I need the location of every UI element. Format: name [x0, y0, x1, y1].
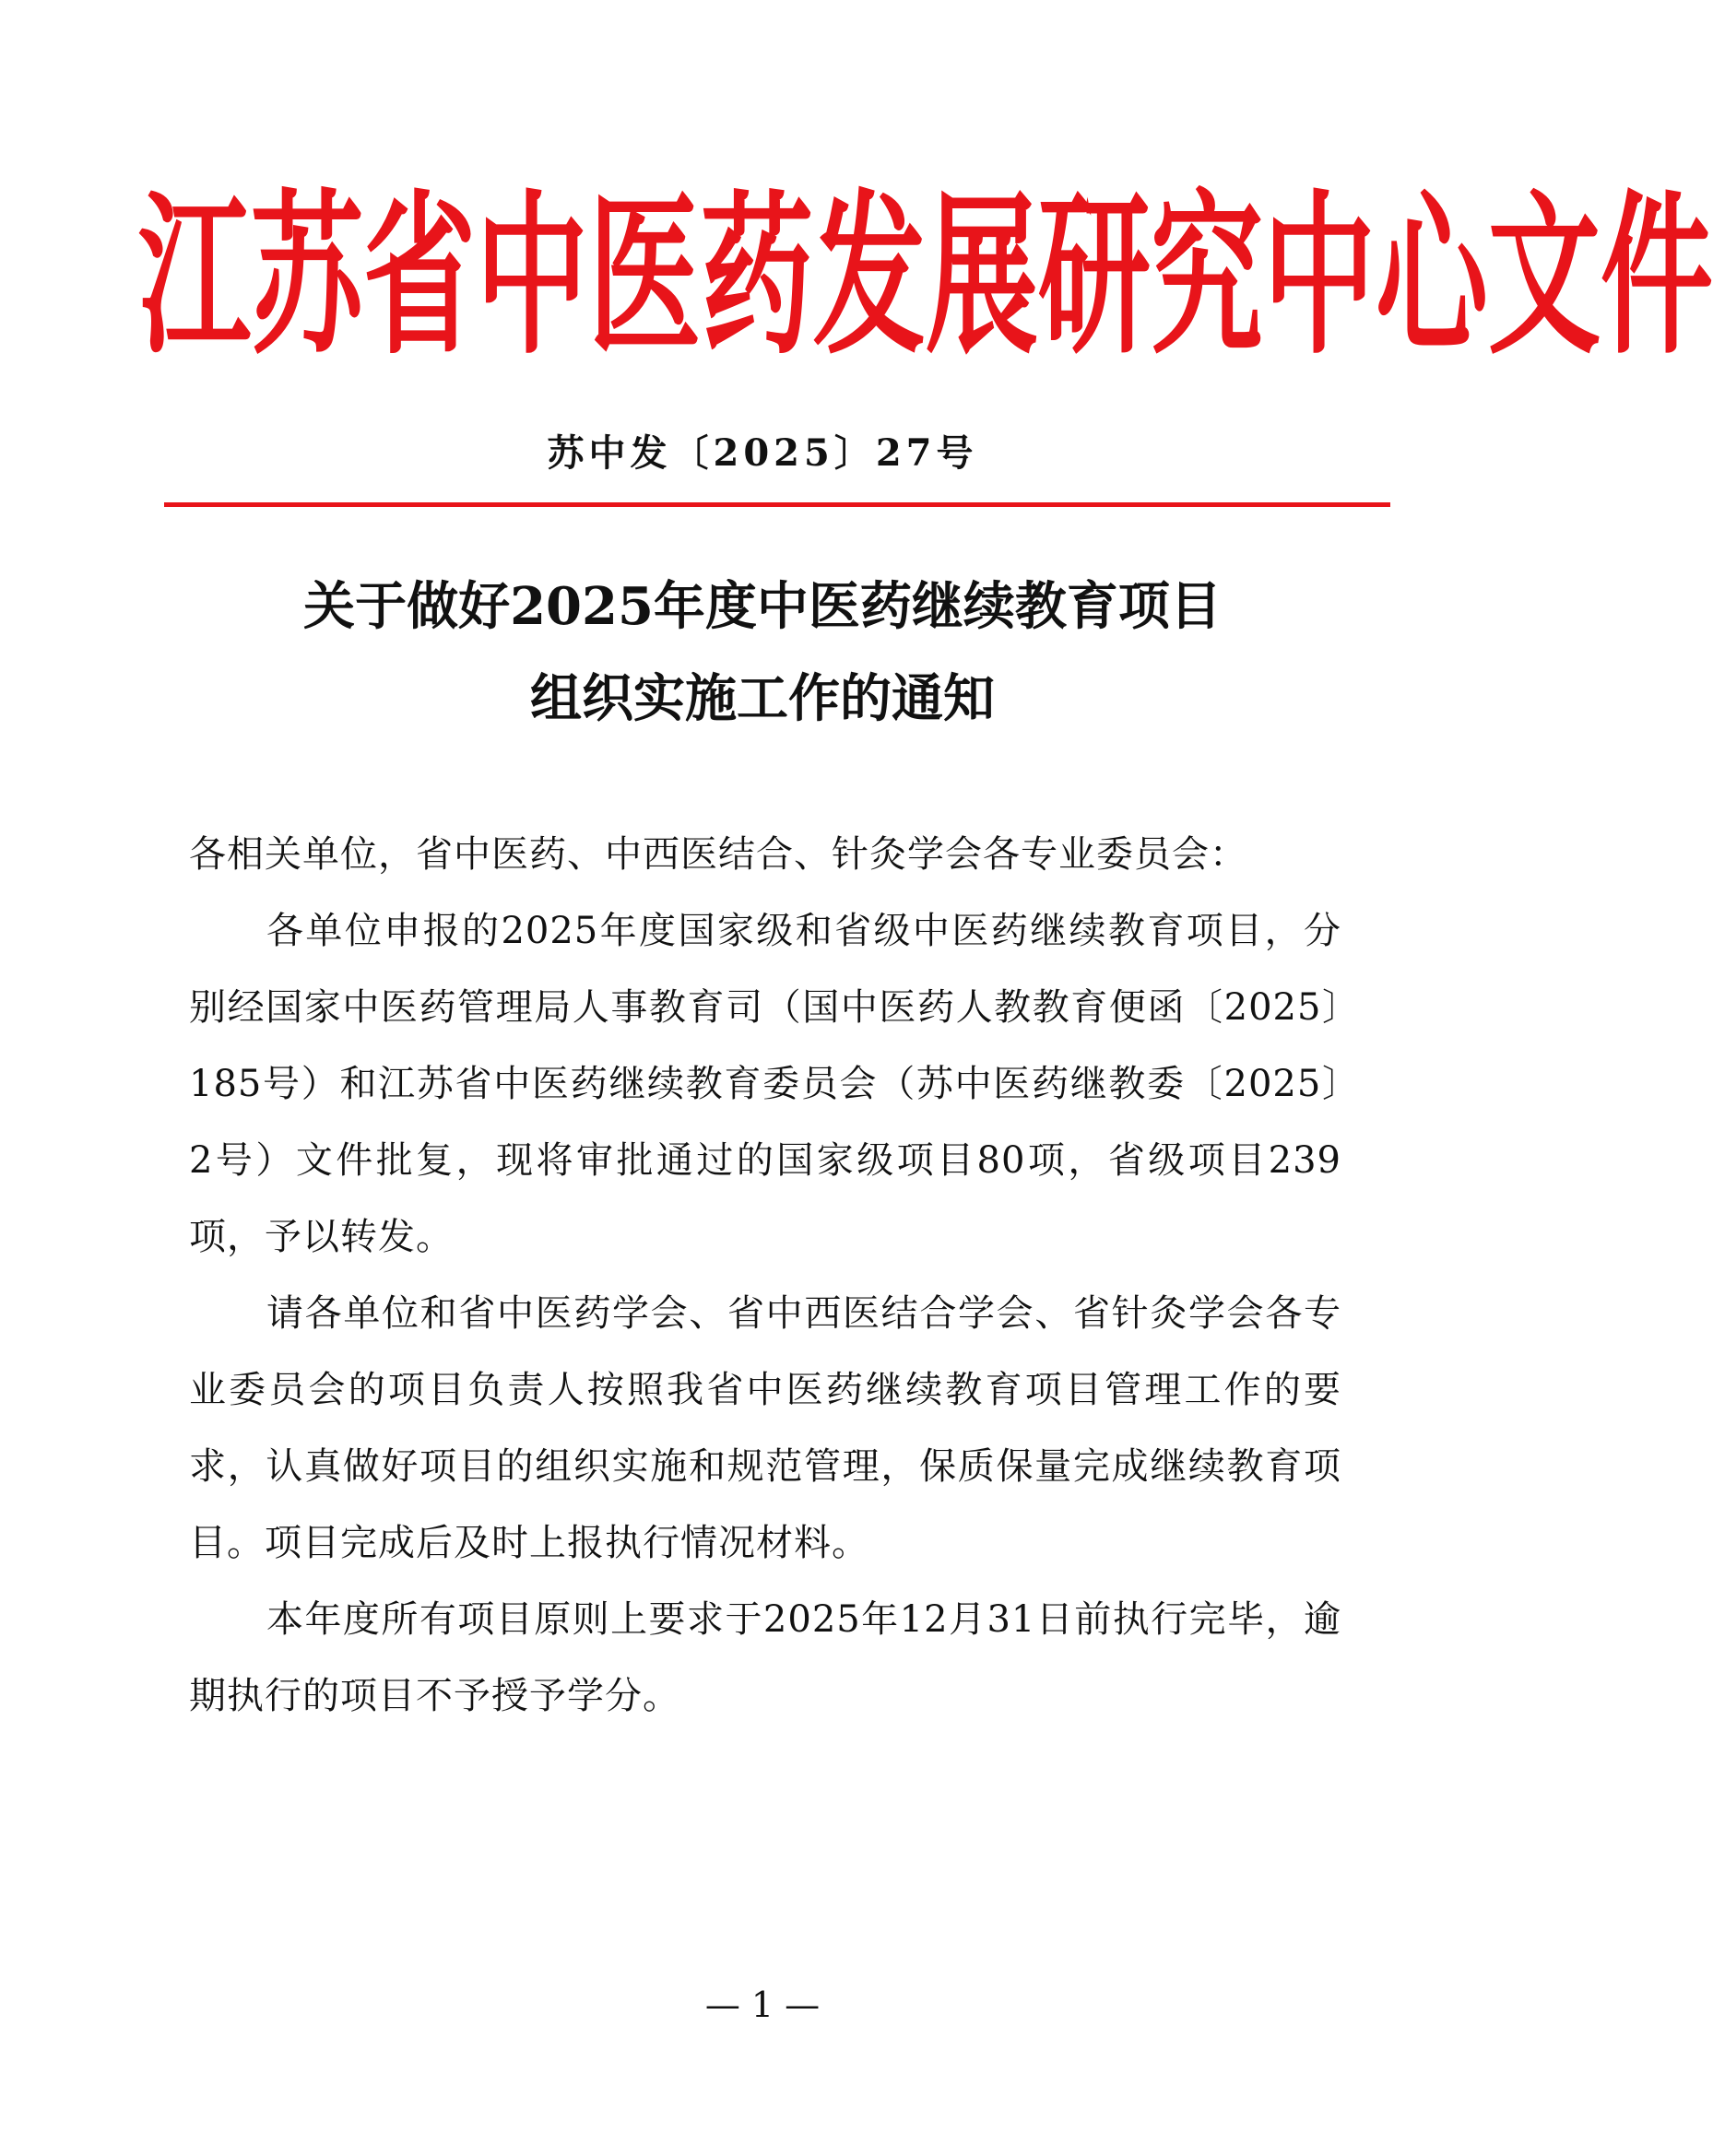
masthead-char: 究	[1151, 174, 1263, 379]
masthead-char: 医	[588, 174, 701, 379]
masthead-char: 中	[1263, 174, 1376, 379]
masthead-char: 江	[138, 174, 251, 379]
masthead-char: 苏	[251, 174, 363, 379]
masthead-char: 心	[1376, 174, 1488, 379]
masthead-char: 药	[701, 174, 813, 379]
salutation: 各相关单位，省中医药、中西医结合、针灸学会各专业委员会：	[189, 833, 1247, 876]
red-separator-line	[164, 502, 1390, 507]
notice-title-line-2: 组织实施工作的通知	[530, 668, 995, 729]
masthead-char: 展	[926, 174, 1038, 379]
body-paragraph-1: 各单位申报的2025年度国家级和省级中医药继续教育项目，分别经国家中医药管理局人事教育司（国中医药人教教育便函〔2025〕185号）和江苏省中医药继续教育委员会（苏中医药继教委〔2025〕2号）文件批复，现将审批通过的国家级项目80项，省级项目239项，予以转发。	[189, 910, 1341, 1258]
body-paragraph-2: 请各单位和省中医药学会、省中西医结合学会、省针灸学会各专业委员会的项目负责人按照我省中医药继续教育项目管理工作的要求，认真做好项目的组织实施和规范管理，保质保量完成继续教育项目。项目完成后及时上报执行情况材料。	[189, 1292, 1341, 1564]
masthead-char: 文	[1488, 174, 1601, 379]
masthead-char: 省	[363, 174, 476, 379]
body-paragraph-3: 本年度所有项目原则上要求于2025年12月31日前执行完毕，逾期执行的项目不予授予学分。	[189, 1598, 1341, 1717]
masthead-char: 研	[1038, 174, 1151, 379]
masthead-title	[138, 174, 1713, 379]
notice-title	[0, 560, 1525, 745]
masthead-char: 件	[1601, 174, 1713, 379]
notice-title-line-1: 关于做好2025年度中医药继续教育项目	[303, 576, 1222, 637]
masthead-char: 中	[476, 174, 588, 379]
notice-body	[189, 817, 1341, 1735]
masthead-char: 发	[813, 174, 926, 379]
document-number: 苏中发〔2025〕27号	[547, 431, 978, 475]
page-number: — 1 —	[704, 1985, 821, 2025]
